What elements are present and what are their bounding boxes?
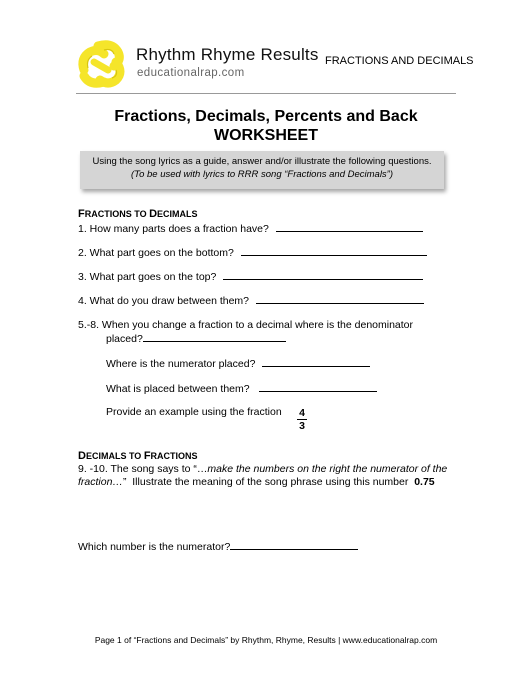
- question-10: Which number is the numerator?: [78, 540, 358, 553]
- worksheet-subtitle: WORKSHEET: [214, 127, 318, 144]
- question-3: 3. What part goes on the top?: [78, 270, 423, 283]
- answer-blank[interactable]: [230, 540, 358, 550]
- answer-blank[interactable]: [262, 357, 370, 367]
- answer-blank[interactable]: [259, 382, 377, 392]
- instructions-note: (To be used with lyrics to RRR song “Fractions and Decimals”): [130, 169, 394, 180]
- brand-name: Rhythm Rhyme Results: [136, 45, 319, 64]
- brand-url: educationalrap.com: [137, 67, 245, 79]
- answer-blank[interactable]: [241, 246, 427, 256]
- question-5-line-2: placed?: [106, 332, 286, 345]
- answer-blank[interactable]: [256, 294, 424, 304]
- question-2: 2. What part goes on the bottom?: [78, 246, 427, 259]
- question-9-line-2: fraction…” Illustrate the meaning of the song phrase using this number 0.75: [78, 476, 435, 488]
- example-fraction: [297, 407, 307, 432]
- header-divider: [76, 93, 456, 94]
- page-footer: Page 1 of “Fractions and Decimals” by Rhythm, Rhyme, Results | www.educationalrap.com: [94, 635, 438, 645]
- section-heading-decimals-to-fractions: DECIMALS TO FRACTIONS: [78, 450, 198, 462]
- instructions-line: Using the song lyrics as a guide, answer and/or illustrate the following questions.: [92, 156, 432, 167]
- decimal-number: 0.75: [414, 476, 435, 488]
- answer-blank[interactable]: [143, 332, 286, 342]
- instructions-box: [80, 151, 444, 189]
- fraction-numerator: 4: [297, 407, 307, 420]
- answer-blank[interactable]: [223, 270, 423, 280]
- question-8: Provide an example using the fraction: [106, 406, 282, 418]
- fraction-denominator: 3: [299, 420, 305, 432]
- yellow-chain-link-icon: [76, 40, 128, 88]
- question-4: 4. What do you draw between them?: [78, 294, 424, 307]
- section-heading-fractions-to-decimals: FRACTIONS TO DECIMALS: [78, 208, 198, 220]
- question-9-line-1: 9. -10. The song says to “…make the numbers on the right the numerator of the: [78, 463, 448, 475]
- answer-blank[interactable]: [276, 222, 423, 232]
- question-7: What is placed between them?: [106, 382, 377, 395]
- worksheet-title: Fractions, Decimals, Percents and Back: [114, 108, 418, 125]
- question-5-line-1: 5.-8. When you change a fraction to a decimal where is the denominator: [78, 319, 414, 331]
- header-topic: FRACTIONS AND DECIMALS: [325, 55, 474, 67]
- question-6: Where is the numerator placed?: [106, 357, 370, 370]
- question-1: 1. How many parts does a fraction have?: [78, 222, 423, 235]
